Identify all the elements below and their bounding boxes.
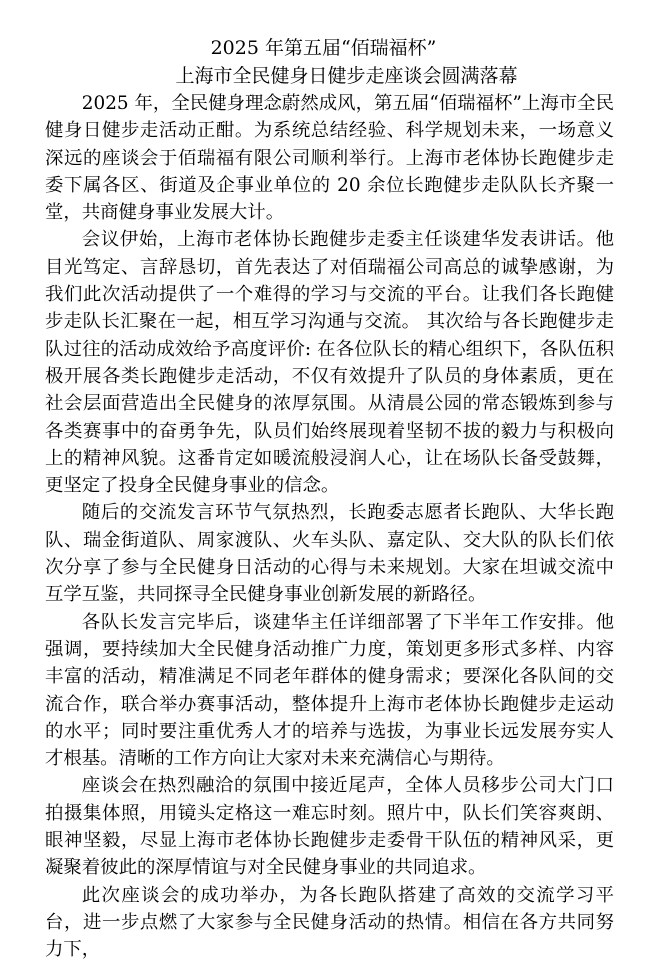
paragraph-6: 此次座谈会的成功举办，为各长跑队搭建了高效的交流学习平台，进一步点燃了大家参与全民健身活动的热情。相信在各方共同努力下， bbox=[45, 884, 614, 961]
paragraph-1: 2025 年，全民健身理念蔚然成风，第五届“佰瑞福杯”上海市全民健身日健步走活动正酣。为系统总结经验、科学规划未来，一场意义深远的座谈会于佰瑞福有限公司顺利举行。上海市老体协长跑健步走委下属各区、街道及企事业单位的 20 余位长跑健步走队队长齐聚一堂，共商健身事业发展大计。 bbox=[45, 93, 614, 224]
document-title-line2: 上海市全民健身日健步走座谈会圆满落幕 bbox=[175, 65, 518, 87]
paragraph-4: 各队长发言完毕后，谈建华主任详细部署了下半年工作安排。他强调，要持续加大全民健身活动推广力度，策划更多形式多样、内容丰富的活动，精准满足不同老年群体的健身需求；要深化各队间的交流合作，联合举办赛事活动，整体提升上海市老体协长跑健步走运动的水平；同时要注重优秀人才的培养与选拔，为事业长远发展夯实人才根基。清晰的工作方向让大家对未来充满信心与期待。 bbox=[45, 611, 614, 770]
paragraph-2: 会议伊始，上海市老体协长跑健步走委主任谈建华发表讲话。他目光笃定、言辞恳切，首先表达了对佰瑞福公司高总的诚挚感谢，为我们此次活动提供了一个难得的学习与交流的平台。让我们各长跑健步走队长汇聚在一起，相互学习沟通与交流。 其次给与各长跑健步走队过往的活动成效给予高度评价: 在各位队长的精心组织下，各队伍积极开展各类长跑健步走活动，不仅有效提升了队员的身体素质，更在社会层面营造出全民健身的浓厚氛围。从清晨公园的常态锻炼到参与各类赛事中的奋勇争先，队员们始终展现着坚韧不拔的毅力与积极向上的精神风貌。这番肯定如暖流般浸润人心，让在场队长备受鼓舞，更坚定了投身全民健身事业的信念。 bbox=[45, 229, 614, 497]
paragraph-3: 随后的交流发言环节气氛热烈，长跑委志愿者长跑队、大华长跑队、瑞金街道队、周家渡队、火车头队、嘉定队、交大队的队长们依次分享了参与全民健身日活动的心得与未来规划。大家在坦诚交流中互学互鉴，共同探寻全民健身事业创新发展的新路径。 bbox=[45, 502, 614, 606]
paragraph-5: 座谈会在热烈融洽的氛围中接近尾声，全体人员移步公司大门口拍摄集体照，用镜头定格这一难忘时刻。照片中，队长们笑容爽朗、眼神坚毅，尽显上海市老体协长跑健步走委骨干队伍的精神风采，更凝聚着彼此的深厚情谊与对全民健身事业的共同追求。 bbox=[45, 775, 614, 879]
document-title-line1: 2025 年第五届“佰瑞福杯” bbox=[210, 37, 437, 59]
